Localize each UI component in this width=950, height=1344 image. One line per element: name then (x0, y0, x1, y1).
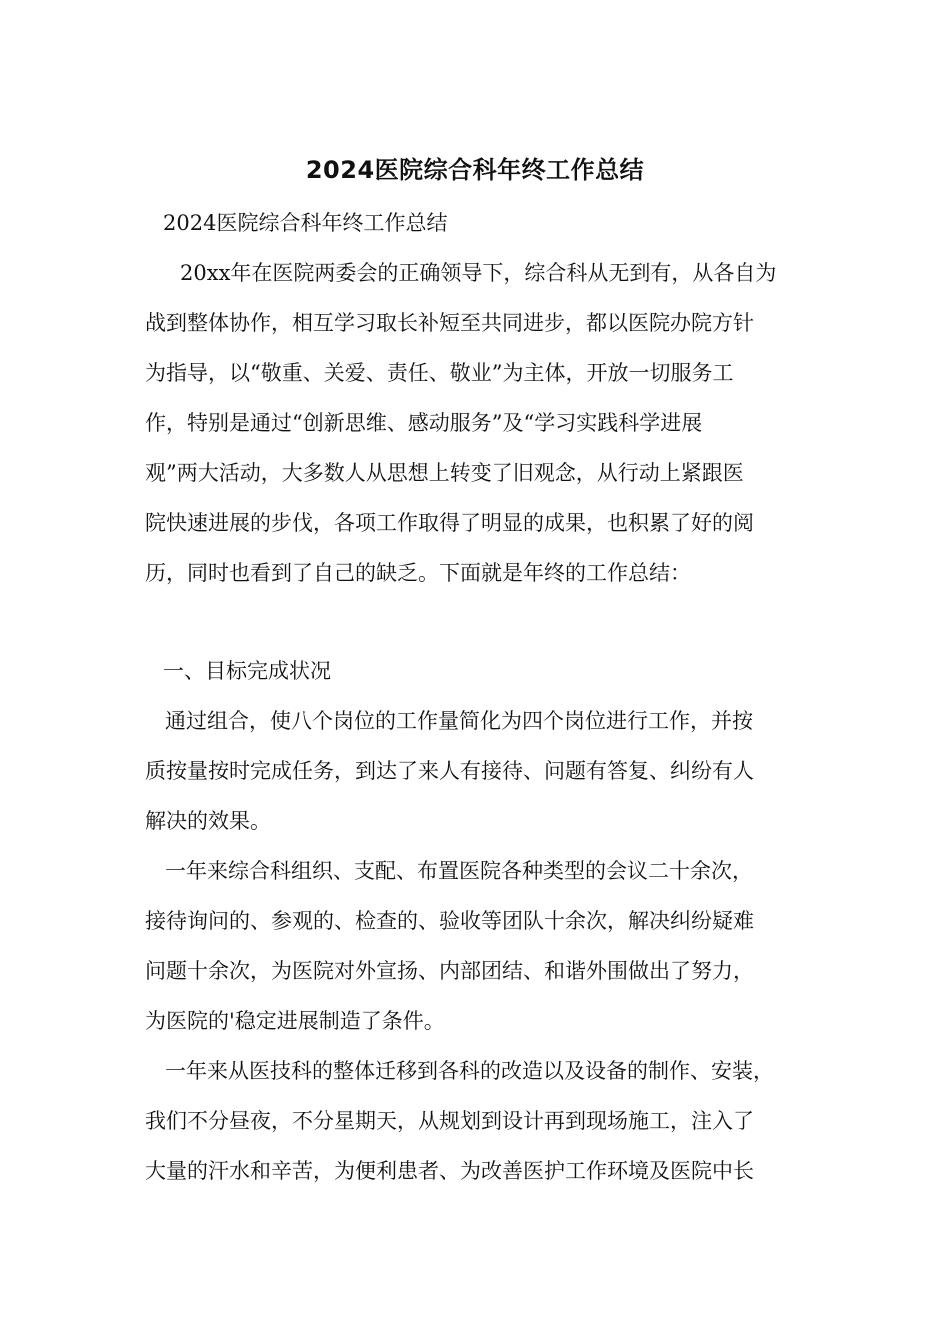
intro-line-4: 作，特别是通过“创新思维、感动服务”及“学习实践科学进展 (145, 411, 703, 435)
intro-line-5: 观”两大活动，大多数人从思想上转变了旧观念，从行动上紧跟医 (145, 461, 744, 485)
document-title: 2024医院综合科年终工作总结 (305, 156, 645, 184)
para3-line-3: 大量的汗水和辛苦，为便利患者、为改善医护工作环境及医院中长 (145, 1159, 754, 1183)
para1-line-2: 质按量按时完成任务，到达了来人有接待、问题有答复、纠纷有人 (145, 759, 754, 783)
para2-line-3: 问题十余次，为医院对外宣扬、内部团结、和谐外围做出了努力， (145, 959, 754, 983)
para3-line-2: 我们不分昼夜，不分星期天，从规划到设计再到现场施工，注入了 (145, 1109, 754, 1133)
para1-line-3: 解决的效果。 (145, 809, 271, 833)
para2-line-1: 一年来综合科组织、支配、布置医院各种类型的会议二十余次， (165, 859, 753, 883)
para1-line-1: 通过组合，使八个岗位的工作量简化为四个岗位进行工作，并按 (165, 709, 753, 733)
intro-line-6: 院快速进展的步伐，各项工作取得了明显的成果，也积累了好的阅 (145, 511, 754, 535)
intro-line-2: 战到整体协作，相互学习取长补短至共同进步，都以医院办院方针 (145, 311, 754, 335)
intro-line-1: 20xx年在医院两委会的正确领导下，综合科从无到有，从各自为 (180, 261, 777, 285)
document-subtitle: 2024医院综合科年终工作总结 (163, 211, 448, 235)
section-heading-1: 一、目标完成状况 (163, 659, 331, 683)
intro-line-7: 历，同时也看到了自己的缺乏。下面就是年终的工作总结： (145, 561, 691, 585)
para3-line-1: 一年来从医技科的整体迁移到各科的改造以及设备的制作、安装， (165, 1059, 774, 1083)
intro-line-3: 为指导，以“敬重、关爱、责任、敬业”为主体，开放一切服务工 (145, 361, 734, 385)
para2-line-4: 为医院的'稳定进展制造了条件。 (145, 1009, 445, 1033)
para2-line-2: 接待询问的、参观的、检查的、验收等团队十余次，解决纠纷疑难 (145, 909, 754, 933)
